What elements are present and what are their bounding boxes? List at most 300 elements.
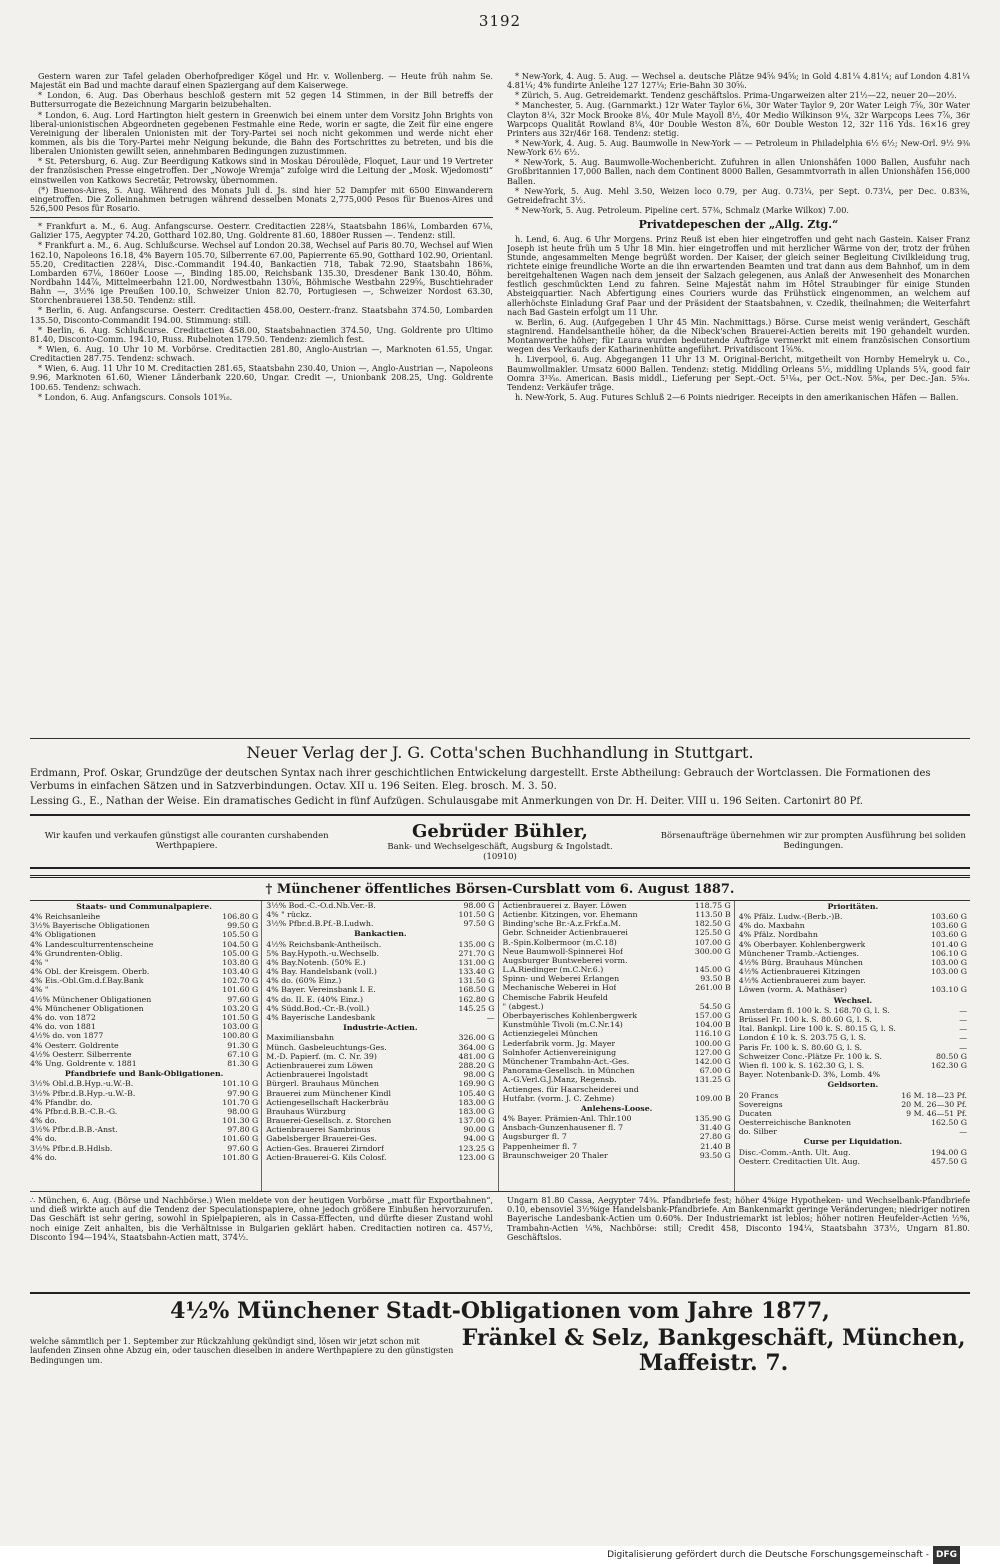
security-price: 97.60 G [227,1143,259,1153]
quote-row [266,958,494,967]
security-name: 4% do. [30,1134,57,1144]
quote-row [266,967,494,976]
buehler-advertisement [30,814,970,869]
news-item: h. Liverpool, 6. Aug. Abgegangen 11 Uhr 13 M. Original-Bericht, mitgetheilt von Hornby Hemelryk u. Co., Baumwollmakler. Umsatz 6000 Ballen. Tendenz: stetig. Middling Orleans 5½, middling Uplands 5¼, good fair Oomra 3¹³⁄₁₆. American. Basis middl., Lieferung per Sept.-Oct. 5¹¹⁄₆₄, per Oct.-Nov. 5⁸⁄₆₄, per Dec.-Jan. 5⁵⁄₆₄. Tendenz: Verkäufer träge. [507,354,970,392]
quote-row [739,921,967,930]
security-name: 4½% Actienbrauerei zum bayer. [738,976,866,986]
security-price: 98.00 G [227,1106,259,1116]
quote-row [266,1043,494,1052]
quote-row [266,1153,494,1162]
security-name: Solnhofer Actienvereinigung [502,1047,617,1057]
quote-row [739,985,967,994]
news-item: * London, 6. Aug. Das Oberhaus beschloß gestern mit 52 gegen 14 Stimmen, in der Bill betreffs der Buttersurrogate die Bezeichnung Margarin beizubehalten. [30,90,493,110]
divider [30,217,493,218]
security-price: 93.50 B [700,974,731,984]
quote-row [739,1043,967,1052]
security-name: Ducaten [738,1108,772,1118]
security-name: 4% " [30,985,49,995]
security-name: 4% Obligationen [30,930,96,940]
security-price: 27.80 G [699,1132,731,1142]
quote-row [503,993,731,1002]
security-name: Neue Baumwoll-Spinnerei Hof [502,946,624,956]
quote-row [30,995,258,1004]
security-name: 4½% do. von 1877 [30,1031,104,1041]
security-price: 364.00 G [458,1042,495,1052]
quote-row [266,1116,494,1125]
security-price: — [959,1015,967,1025]
news-item: * Wien, 6. Aug. 11 Uhr 10 M. Creditactien 281.65, Staatsbahn 230.40, Union —, Anglo-Austrian —, Napoleons 9.96, Marknoten 61.60, Wiener Länderbank 220.60, Ungar. Credit —, Unionbank 208.25, Ung. Goldrente 100.65. Tendenz: schwach. [30,363,493,392]
security-price: 103.60 G [931,911,967,921]
news-item: * New-York, 4. Aug. 5. Aug. — Wechsel a. deutsche Plätze 94⅝ 94⅝; in Gold 4.81¼ 4.81¼; auf London 4.81¼ 4.81¼; 4% fundirte Anleihe 127 127¼; Erie-Bahn 30 30⅝. [507,72,970,91]
security-name: Lederfabrik vorm. Jg. Mayer [502,1038,616,1048]
security-price: 288.20 G [458,1060,495,1070]
quote-row [266,1004,494,1013]
security-name: Schweizer Conc.-Plätze Fr. 100 k. S. [738,1051,882,1061]
security-price: 103.00 G [931,957,967,967]
security-price: 93.50 G [699,1150,731,1160]
security-price: 125.50 G [694,928,731,938]
security-price: 105.50 G [222,930,259,940]
security-name: Bayer. Notenbank-D. 3%, Lomb. 4% [738,1070,880,1080]
security-price: 162.80 G [458,994,495,1004]
security-price: 31.40 G [699,1123,731,1133]
buehler-subtitle: Bank- und Wechselgeschäft, Augsburg & Ingolstadt. [387,841,613,852]
quote-row [30,1050,258,1059]
security-name: 4% Ung. Goldrente v. 1881 [30,1058,137,1068]
quote-row [503,1094,731,1103]
quote-row [503,1011,731,1020]
security-price: — [959,1042,967,1052]
security-price: 105.40 G [458,1088,495,1098]
security-price: 101.50 G [222,1013,259,1023]
security-name: M.-D. Papierf. (m. C. Nr. 39) [266,1051,377,1061]
security-price: 101.60 G [222,985,259,995]
quote-row [739,949,967,958]
security-price: — [959,1033,967,1043]
security-name: 4½% Bürg. Brauhaus München [738,957,863,967]
security-name: 4% do. Maxbahn [738,921,805,931]
quote-row [266,1125,494,1134]
news-item: * Frankfurt a. M., 6. Aug. Anfangscurse. Oesterr. Creditactien 228¼, Staatsbahn 186⅛, Lombarden 67⅛, Galizier 175, Aegypter 74.20, Gotthard 102.80, Ung. Goldrente 81.60, 1880er Russen —. Tendenz: still. [30,221,493,241]
security-name: Mechanische Weberei in Hof [502,983,617,993]
security-name: 4% do. von 1881 [30,1022,96,1032]
security-price: 101.10 G [222,1079,259,1089]
obligation-ad [30,1326,970,1377]
kurs-column-2 [266,901,498,1191]
security-name: Pappenheimer fl. 7 [502,1141,578,1151]
security-price: 326.00 G [458,1033,495,1043]
quote-row [503,974,731,983]
security-name: 4½% Actienbrauerei Kitzingen [738,967,861,977]
quote-row [266,1079,494,1088]
obligation-ad-firm: Fränkel & Selz, Bankgeschäft, München, Maffeistr. 7. [461,1324,966,1377]
security-name: 4% do. von 1872 [30,1013,96,1023]
page-number: 3192 [478,12,522,30]
security-name: Kunstmühle Tivoli (m.C.Nr.14) [502,1020,623,1030]
quote-row [503,983,731,992]
security-price: 97.50 G [463,919,495,929]
security-price: 131.50 G [458,976,495,986]
quote-row [739,958,967,967]
news-item: * St. Petersburg, 6. Aug. Zur Beerdigung Katkows sind in Moskau Déroulède, Floquet, Laur und 19 Vertreter der französischen Presse eingetroffen. Der „Nowoje Wremja“ zufolge wird die Leitung der „Mosk. Wjedomosti“ einstweilen von Katkows Secretär, Petrowsky, übernommen. [30,156,493,185]
quote-row [503,1057,731,1066]
quote-row [503,1002,731,1011]
quote-row [30,1059,258,1068]
quote-row [266,995,494,1004]
security-price: 103.00 G [931,967,967,977]
security-price: 98.00 G [463,900,495,910]
security-price: 135.90 G [694,1114,731,1124]
security-name: 4% Reichsanleihe [30,911,101,921]
quote-row [739,1157,967,1166]
security-name: 3½% Obl.d.B.Hyp.-u.W.-B. [30,1079,134,1089]
security-price: 113.50 B [695,909,731,919]
quote-row [30,1041,258,1050]
market-report-left: ∴ München, 6. Aug. (Börse und Nachbörse.) Wien meldete von der heutigen Vorbörse „matt für Exportbahnen“, und dieß wirkte auch auf die Tendenz der Speculationspapiere, ohne jedoch größere Einbußen hervorzurufen. Das Geschäft ist sehr gering, sowohl in Spielpapieren, als in Cassa-Effecten, und dürfte dieser Zustand wohl noch einige Zeit anhalten, bis die Verhältnisse in Bulgarien geklärt haben. Creditactien notiren ca. 457½, Disconto 194—194¼, Staatsbahn-Actien matt, 374½. [30,1195,493,1242]
quote-row [739,1024,967,1033]
security-name: 4% do. [30,1116,57,1126]
quote-row [30,1031,258,1040]
security-name: 4% Pfälz. Ludw.-(Berb.-)B. [738,911,843,921]
security-price: 16 M. 18—23 Pf. [901,1090,967,1100]
security-price: 183.00 G [458,1097,495,1107]
obligation-ad-text: welche sämmtlich per 1. September zur Rückzahlung gekündigt sind, lösen wir jetzt schon mit laufenden Zinsen ohne Abzug ein, oder tauschen dieselben in andere Werthpapiere zu den günstigsten Bedingungen um. [30,1336,454,1365]
quote-row [503,1066,731,1075]
security-name: Ansbach-Gunzenhausener fl. 7 [502,1123,624,1133]
security-name: Actien-Brauerei-G. Kils Colosf. [266,1152,387,1162]
quote-row [266,919,494,928]
security-price: 91.30 G [227,1040,259,1050]
quote-row [503,1029,731,1038]
right-news-column [507,72,970,732]
security-price: 145.25 G [458,1003,495,1013]
security-price: 100.00 G [694,1038,731,1048]
buehler-firm-name: Gebrüder Bühler, [412,820,588,842]
security-price: 457.50 G [931,1156,967,1166]
news-item: * Berlin, 6. Aug. Anfangscurse. Oesterr. Creditactien 458.00, Oesterr.-franz. Staatsbahn 374.50, Lombarden 135.50, Disconto-Commandit 194.00. Stimmung: still. [30,305,493,325]
security-price: 162.30 G [931,1060,967,1070]
news-item: * New-York, 5. Aug. Mehl 3.50, Weizen loco 0.79, per Aug. 0.73¼, per Sept. 0.73¼, per Dec. 0.83⅜, Getreidefracht 3½. [507,185,970,205]
security-price: 103.20 G [222,1003,259,1013]
security-price: 103.80 G [222,957,259,967]
security-price: 183.00 G [458,1106,495,1116]
security-name: Münchener Tramb.-Actienges. [738,948,860,958]
quote-row [503,956,731,965]
quote-row [503,1151,731,1160]
quote-row [739,1006,967,1015]
security-name: 3½% Pfbr.d.B.Hdlsb. [30,1143,113,1153]
security-name: Oberbayerisches Kohlenbergwerk [502,1011,638,1021]
quote-row [266,1070,494,1079]
private-dispatch-heading: Privatdepeschen der „Allg. Ztg.“ [638,218,839,232]
news-item: * Manchester, 5. Aug. (Garnmarkt.) 12r Water Taylor 6⅛, 30r Water Taylor 9, 20r Water Leigh 7⅝, 30r Water Clayton 8¼, 32r Mock Brooke 8⅛, 40r Mule Mayoll 8½, 40r Medio Wilkinson 9¼, 32r Warpcops Lees 7⅞, 36r Warpcops Qualität Rowland 8¼, 40r Double Weston 8⅞, 60r Double Weston 12, 32r 116 Yds. 16×16 grey Printers aus 32r/46r 168. Tendenz: stetig. [507,100,970,138]
security-name: 4% Bayer. Prämien-Anl. Thlr.100 [502,1114,632,1124]
security-name: 3½% Bayerische Obligationen [30,921,150,931]
quote-row [739,1127,967,1136]
buehler-left-text: Wir kaufen und verkaufen günstigst alle couranten curshabenden Werthpapiere. [44,831,329,852]
quote-row [30,1144,258,1153]
security-price: 127.00 G [694,1047,731,1057]
security-name: 4% Grundrenten-Oblig. [30,948,123,958]
quote-row [266,1013,494,1022]
quote-row [30,1107,258,1116]
security-name: 4% Oesterr. Goldrente [30,1040,119,1050]
security-name: 4% Pfälz. Nordbahn [738,930,818,940]
quote-row [503,965,731,974]
security-price: 103.00 G [222,1022,259,1032]
security-price: 98.00 G [463,1070,495,1080]
security-name: Augsburger fl. 7 [502,1132,567,1142]
quote-row [30,1098,258,1107]
quote-row [266,1089,494,1098]
security-price: 123.00 G [458,1152,495,1162]
security-price: 169.90 G [458,1079,495,1089]
news-columns [30,72,970,732]
security-name: Oesterr. Creditactien Ult. Aug. [738,1156,861,1166]
quote-row [503,910,731,919]
security-name: 4% Pfbr.d.B.B.-C.B.-G. [30,1106,118,1116]
security-price: 182.50 G [694,919,731,929]
news-item: (*) Buenos-Aires, 5. Aug. Während des Monats Juli d. Js. sind hier 52 Dampfer mit 6500 Einwanderern eingetroffen. Die Zolleinnahmen betrugen während desselben Monats 2,775,000 Pesos für Buenos-Aires und 526,500 Pesos für Rosario. [30,184,493,213]
security-price: 109.00 B [695,1093,731,1103]
security-name: 4% Bayerische Landesbank [266,1013,376,1023]
security-name: Münchener Trambahn-Act.-Ges. [502,1056,630,1066]
news-item: * New-York, 5. Aug. Petroleum. Pipeline cert. 57⅜, Schmalz (Marke Wilkox) 7.00. [515,204,849,215]
security-name: 5% Bay.Hypoth.-u.Wechselb. [266,948,379,958]
security-name: 3½% Pfbr.d.B.Pf.-B.Ludwh. [266,919,374,929]
buehler-code: (10910) [483,851,517,862]
obligation-ad-title: 4½% Münchener Stadt-Obligationen vom Jahre 1877, [30,1292,970,1324]
quote-row [266,976,494,985]
market-report-right: Ungarn 81.80 Cassa, Aegypter 74⅜. Pfandbriefe fest; höher 4%ige Hypotheken- und Wechselbank-Pfandbriefe 0.10, ebensoviel 3½%ige Handelsbank-Pfandbriefe. Am Bankenmarkt geringe Veränderungen; niedriger notiren Bayerische Landesbank-Actien um 0.60%. Der Industriemarkt ist leblos; höher notiren Heufelder-Actien ½%, Trambahn-Actien ¼%, Nachbörse: still; Credit 458, Disconto 194¼, Staatsbahn 373½, Ungarn 81.80. Geschäftslos. [507,1195,970,1242]
quote-row [266,985,494,994]
quote-row [266,949,494,958]
security-name: A.-G.Verl.G.J.Manz, Regensb. [502,1075,617,1085]
security-price: 103.60 G [931,930,967,940]
quote-row [739,1070,967,1079]
security-name: Binding'sche Br.-A.z.Frkf.a.M. [502,919,621,929]
security-name: 3½% Pfbr.d.B.Hyp.-u.W.-B. [30,1088,136,1098]
quote-row [739,912,967,921]
security-price: 118.75 G [694,900,731,910]
security-price: 261.00 B [695,983,731,993]
section-heading: Anlehens-Loose. [580,1103,653,1113]
security-price: 67.10 G [227,1049,259,1059]
security-name: 4% Bay. Handelsbank (voll.) [266,967,377,977]
security-name: Brauhaus Würzburg [266,1106,346,1116]
news-item: * New-York, 5. Aug. Baumwolle-Wochenbericht. Zufuhren in allen Unionshäfen 1000 Ballen, Ausfuhr nach Großbritannien 17,000 Ballen, nach dem Continent 8000 Ballen, Gesammtvorrath in allen Unionshäfen 156,000 Ballen. [507,157,970,186]
quote-row [30,1022,258,1031]
security-price: 67.00 G [699,1066,731,1076]
security-price: 54.50 G [699,1001,731,1011]
quote-row [266,1052,494,1061]
quote-row [30,940,258,949]
security-price: 271.70 G [458,948,495,958]
security-name: Hutfabr. (vorm. J. C. Zehme) [502,1093,615,1103]
security-name: Actienbr. Kitzingen, vor. Ehemann [502,909,638,919]
security-name: Löwen (vorm. A. Mathäser) [738,985,848,995]
security-price: 97.90 G [227,1088,259,1098]
security-price: 97.80 G [227,1125,259,1135]
quote-row [503,919,731,928]
security-name: 4% " [30,957,49,967]
security-price: 194.00 G [931,1147,967,1157]
security-price: 101.40 G [931,939,967,949]
security-price: 133.40 G [458,967,495,977]
news-item: * London, 6. Aug. Lord Hartington hielt gestern in Greenwich bei einem unter dem Vorsitz John Brights von liberal-unionistischen Abgeordneten gegebenen Festmahle eine Rede, worin er sagte, die Zeit für eine engere Vereinigung der liberalen Unionisten mit der Tory-Partei sei noch nicht gekommen und werde nicht eher kommen, als bis die Tory-Partei mehr Neigung bekunde, die Bahn des Fortschrittes zu betreten, und bis die liberalen Unionisten gewillt seien, annehmbaren Bedingungen zuzustimmen. [30,109,493,157]
security-name: 4% Südd.Bod.-Cr.-B.(voll.) [266,1003,370,1013]
quote-row [503,1020,731,1029]
kursblatt-title: † Münchener öffentliches Börsen-Cursblatt vom 6. August 1887. [30,875,970,897]
news-item: h. Lend, 6. Aug. 6 Uhr Morgens. Prinz Reuß ist eben hier eingetroffen und geht nach Gastein. Kaiser Franz Joseph ist heute früh um 5 Uhr 18 Min. hier eingetroffen und mit herzlicher Wärme von der, trotz der frühen Stunde, angesammelten Menge begrüßt worden. Der Kaiser, der gleich seiner Begleitung Civilkleidung trug, richtete einige freundliche Worte an die ihn erwartenden Beamten und trat dann aus dem Bahnhof, um in dem bereitgehaltenen Wagen nach dem jenseit der Salzach gelegenen, aus Anlaß der Anwesenheit des Monarchen festlich geschmückten Lend zu fahren. Seine Majestät nahm im Hôtel Straubinger für einige Stunden Absteigquartier. Nach Abfertigung eines Couriers wurde das Frühstück eingenommen, an welchem auf allerhöchste Einladung Graf Paar und der Präsident der Staatsbahnen, v. Czedik, theilnahmen; die Weiterfahrt nach Bad Gastein erfolgt um 11 Uhr. [507,233,970,317]
section-heading: Bankactien. [354,929,407,939]
security-price: 137.00 G [458,1116,495,1126]
quote-row [30,1089,258,1098]
security-name: Maximiliansbahn [266,1033,335,1043]
security-name: 4½% Reichsbank-Antheilsch. [266,939,382,949]
security-name: Gabelsberger Brauerei-Ges. [266,1134,377,1144]
quote-row [30,949,258,958]
quote-row [30,985,258,994]
security-price: 20 M. 26—30 Pf. [901,1099,967,1109]
security-name: Actienges. für Haarscheiderei und [502,1084,639,1094]
security-name: Actien-Ges. Brauerei Zirndorf [266,1143,384,1153]
security-name: 4% do. (60% Einz.) [266,976,342,986]
security-name: Actienbrauerei zum Löwen [266,1060,374,1070]
security-price: 90.00 G [463,1125,495,1135]
quote-row [30,921,258,930]
security-name: Actienbrauerei z. Bayer. Löwen [502,900,627,910]
quote-row [739,1061,967,1070]
security-price: 145.00 G [694,965,731,975]
market-report [30,1196,970,1286]
quote-row [739,1148,967,1157]
security-price: 103.60 G [931,921,967,931]
security-name: 4% Obl. der Kreisgem. Oberb. [30,967,150,977]
security-name: Münch. Gasbeleuchtungs-Ges. [266,1042,387,1052]
security-name: 3½% Bod.-C.-O.d.Nb.Ver.-B. [266,900,376,910]
security-name: " (abgest.) [502,1001,544,1011]
left-news-column [30,72,493,732]
quote-row [30,1116,258,1125]
security-price: 100.80 G [222,1031,259,1041]
security-name: 4% Oberbayer. Kohlenbergwerk [738,939,866,949]
security-name: L.A.Riedinger (m.C.Nr.6.) [502,965,604,975]
quote-row [30,912,258,921]
quote-row [266,1098,494,1107]
quote-row [30,1134,258,1143]
security-name: 4% " rückz. [266,909,312,919]
quote-row [503,1085,731,1094]
quote-row [266,1061,494,1070]
quote-row [739,967,967,976]
security-price: 131.00 G [458,957,495,967]
quote-row [266,1107,494,1116]
divider [30,738,970,739]
security-name: 4% Münchener Obligationen [30,1003,144,1013]
kursblatt-table [30,900,970,1192]
quote-row [30,1079,258,1088]
quote-row [503,1132,731,1141]
security-price: 116.10 G [694,1029,731,1039]
section-heading: Wechsel. [833,995,873,1005]
security-name: Braunschweiger 20 Thaler [502,1150,608,1160]
security-name: 20 Francs [738,1090,779,1100]
security-name: Augsburger Buntweberei vorm. [502,955,628,965]
security-name: Actienziegelei München [502,1029,598,1039]
quote-row [266,901,494,910]
quote-row [503,947,731,956]
section-heading: Pfandbriefe und Bank-Obligationen. [64,1069,224,1079]
book-entry: Lessing G., E., Nathan der Weise. Ein dramatisches Gedicht in fünf Aufzügen. Schulausgabe mit Anmerkungen von Dr. H. Deiter. VIII u. 196 Seiten. Cartonirt 80 Pf. [30,795,863,807]
quote-row [739,930,967,939]
security-price: 99.50 G [227,921,259,931]
quote-row [739,976,967,985]
digitization-footer [0,1546,1000,1564]
security-name: 4% Landesculturrentenscheine [30,939,154,949]
dfg-logo: DFG [933,1546,960,1564]
quote-row [503,901,731,910]
security-price: 157.00 G [694,1011,731,1021]
security-name: Wien fl. 100 k. S. 162.30 G, l. S. [738,1060,865,1070]
news-item: * London, 6. Aug. Anfangscurs. Consols 101⁹⁄₁₆. [38,391,233,402]
quote-row [503,1075,731,1084]
security-name: 4% Pfandbr. do. [30,1097,93,1107]
security-name: 4% do. [30,1152,57,1162]
security-price: 101.80 G [222,1152,259,1162]
security-name: Ital. Bankpl. Lire 100 k. S. 80.15 G, l. S. [738,1024,896,1034]
security-name: Oesterreichische Banknoten [738,1118,852,1128]
quote-row [739,1052,967,1061]
security-price: 168.50 G [458,985,495,995]
section-heading: Geldsorten. [827,1080,879,1090]
security-name: 4% Bayer. Vereinsbank I. E. [266,985,376,995]
security-price: 101.30 G [222,1116,259,1126]
quote-row [503,1123,731,1132]
security-name: Amsterdam fl. 100 k. S. 168.70 G, l. S. [738,1005,890,1015]
security-name: 4% Eis.-Obl.Gm.d.f.Bay.Bank [30,976,144,986]
cotta-title: Neuer Verlag der J. G. Cotta'schen Buchhandlung in Stuttgart. [246,743,754,762]
quote-row [266,1144,494,1153]
security-price: 105.00 G [222,948,259,958]
quote-row [739,1033,967,1042]
security-name: Panorama-Gesellsch. in München [502,1066,635,1076]
quote-row [30,1125,258,1134]
quote-row [266,910,494,919]
security-price: 21.40 B [700,1141,731,1151]
security-price: 123.25 G [458,1143,495,1153]
quote-row [30,958,258,967]
news-item: * New-York, 4. Aug. 5. Aug. Baumwolle in New-York — — Petroleum in Philadelphia 6½ 6½; New-Orl. 9½ 9⅜ New-York 6½ 6½. [507,137,970,158]
section-heading: Prioritäten. [827,901,879,911]
security-price: 94.00 G [463,1134,495,1144]
security-price: 107.00 G [694,937,731,947]
quote-row [503,928,731,937]
quote-row [739,940,967,949]
security-price: 135.00 G [458,939,495,949]
cotta-advertisement [30,738,970,808]
security-name: 3½% Pfbr.d.B.B.-Anst. [30,1125,118,1135]
security-name: 4½% Oesterr. Silberrente [30,1049,132,1059]
news-item: Gestern waren zur Tafel geladen Oberhofprediger Kögel und Hr. v. Wollenberg. — Heute früh nahm Se. Majestät ein Bad und machte darauf einen Spaziergang auf dem Kaiserwege. [30,72,493,91]
kurs-column-4 [739,901,970,1191]
security-price: 162.50 G [931,1118,967,1128]
security-price: 81.30 G [227,1058,259,1068]
security-name: Sovereigns [738,1099,783,1109]
security-name: 4% Bay.Notenb. (50% E.) [266,957,366,967]
security-price: 101.50 G [458,909,495,919]
quote-row [30,1013,258,1022]
